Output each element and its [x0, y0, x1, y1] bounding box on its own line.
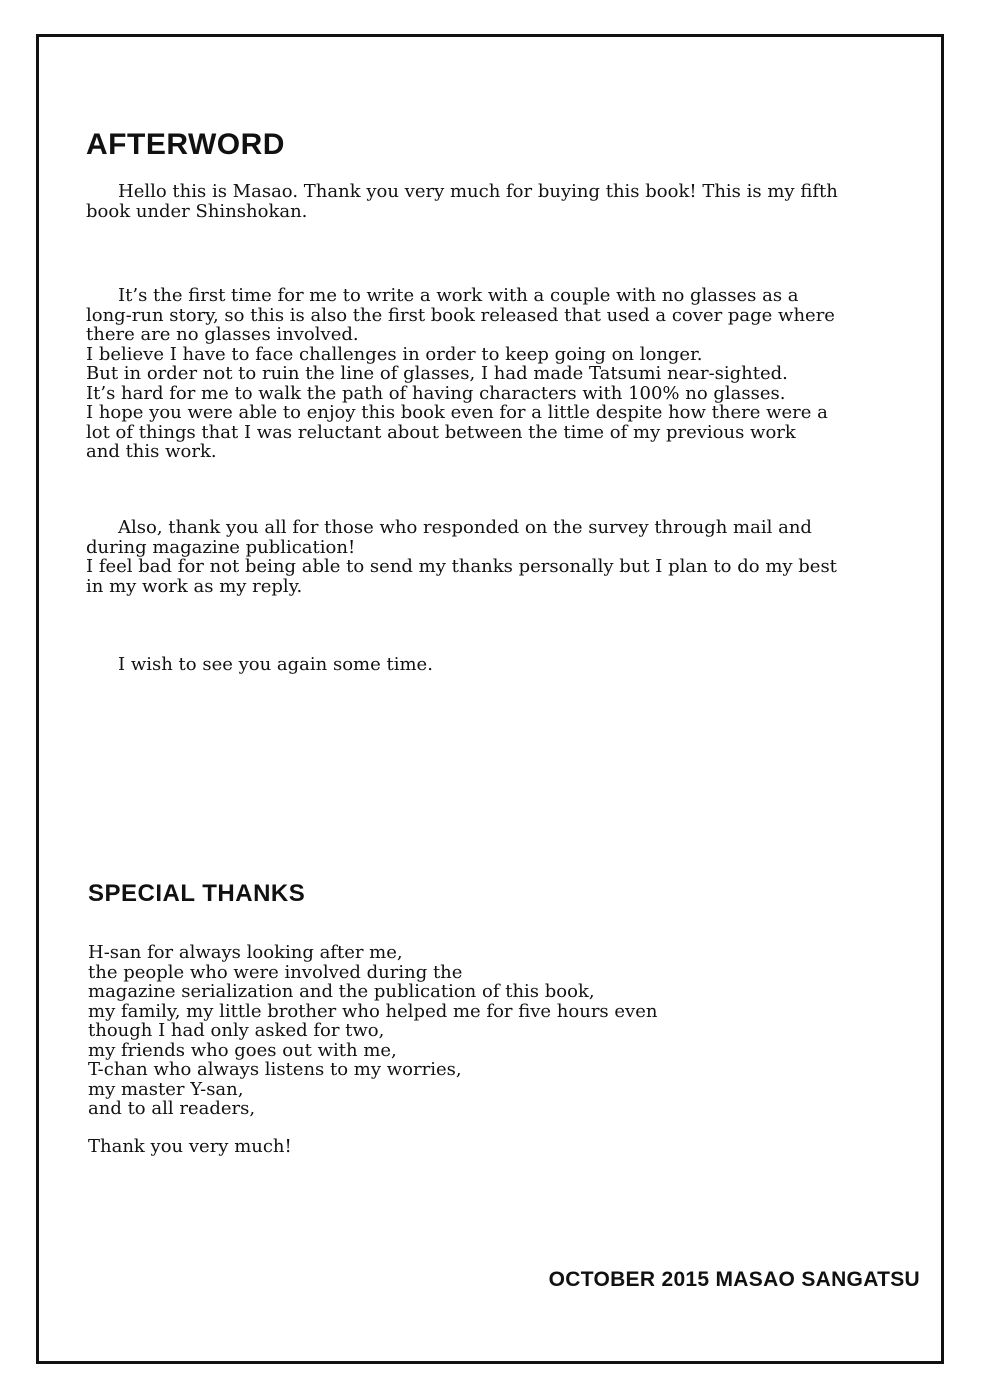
- special-thanks-heading: SPECIAL THANKS: [88, 880, 306, 907]
- text-line: and this work.: [86, 441, 217, 462]
- afterword-paragraph: [86, 182, 916, 221]
- afterword-paragraph: [86, 655, 916, 675]
- afterword-heading: AFTERWORD: [86, 128, 285, 161]
- list-item: H-san for always looking after me,: [88, 942, 403, 963]
- text-line: book under Shinshokan.: [86, 200, 308, 222]
- author-signature: OCTOBER 2015 MASAO SANGATSU: [548, 1268, 920, 1291]
- text-line: in my work as my reply.: [86, 575, 303, 597]
- list-item: T-chan who always listens to my worries,: [88, 1059, 462, 1080]
- list-item: my master Y-san,: [88, 1078, 244, 1100]
- thanks-closing: Thank you very much!: [88, 1136, 292, 1157]
- text-line: lot of things that I was reluctant about between the time of my previous work: [86, 421, 796, 443]
- text-line: long-run story, so this is also the first book released that used a cover page where: [86, 304, 835, 326]
- text-line: I believe I have to face challenges in order to keep going on longer.: [86, 343, 703, 365]
- afterword-paragraph: [86, 518, 916, 596]
- list-item: and to all readers,: [88, 1098, 256, 1119]
- list-item: though I had only asked for two,: [88, 1020, 385, 1041]
- page-border: [36, 34, 944, 1364]
- afterword-paragraph: [86, 286, 916, 462]
- list-item: my friends who goes out with me,: [88, 1039, 397, 1061]
- text-line: I feel bad for not being able to send my thanks personally but I plan to do my best: [86, 556, 837, 577]
- text-line: Hello this is Masao. Thank you very much for buying this book! This is my fifth: [118, 181, 838, 202]
- text-line: Also, thank you all for those who responded on the survey through mail and: [118, 517, 812, 538]
- list-item: the people who were involved during the: [88, 961, 463, 983]
- list-item: magazine serialization and the publication of this book,: [88, 981, 595, 1002]
- list-item: my family, my little brother who helped me for five hours even: [88, 1000, 658, 1022]
- special-thanks-list: [88, 943, 657, 1119]
- text-line: I wish to see you again some time.: [118, 654, 433, 675]
- text-line: It’s the first time for me to write a work with a couple with no glasses as a: [118, 285, 799, 306]
- text-line: It’s hard for me to walk the path of having characters with 100% no glasses.: [86, 382, 786, 404]
- text-line: there are no glasses involved.: [86, 324, 359, 345]
- text-line: I hope you were able to enjoy this book even for a little despite how there were a: [86, 402, 828, 423]
- text-line: But in order not to ruin the line of glasses, I had made Tatsumi near-sighted.: [86, 363, 788, 384]
- text-line: during magazine publication!: [86, 536, 356, 558]
